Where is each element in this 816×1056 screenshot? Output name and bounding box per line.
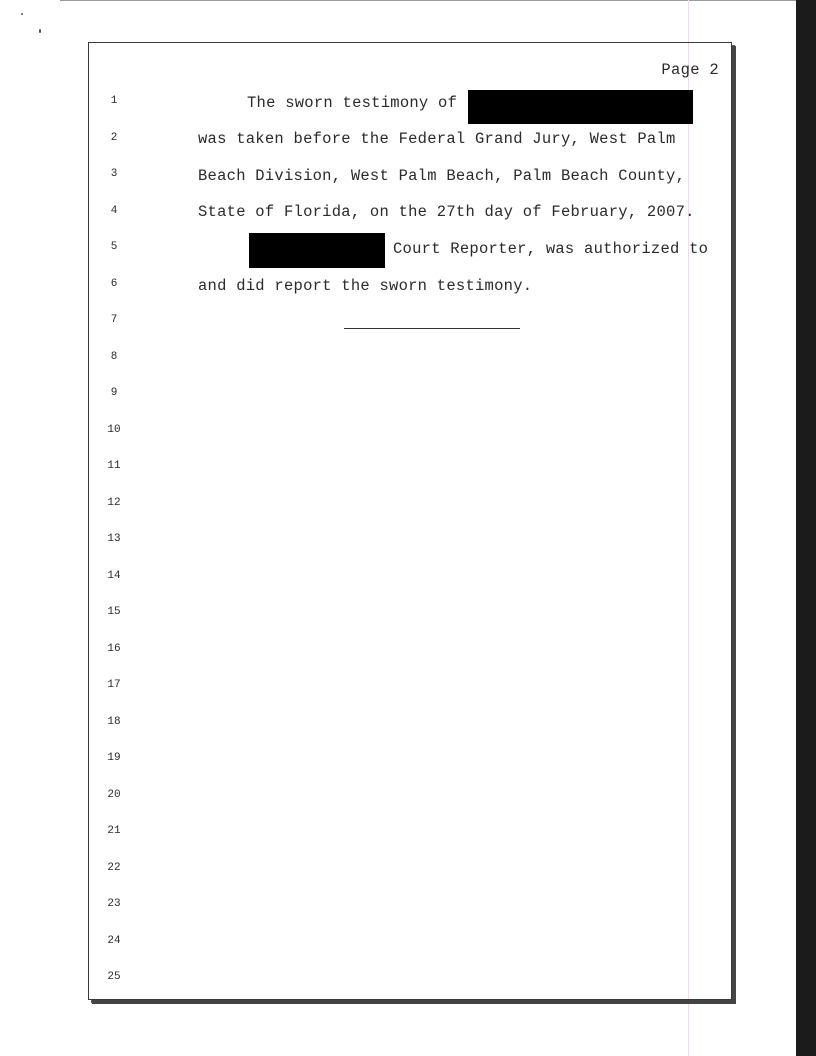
separator-rule [344, 328, 520, 329]
scan-dark-edge [796, 0, 816, 1056]
line-number: 2 [110, 132, 118, 144]
line-number: 19 [107, 752, 121, 764]
page-number: Page 2 [661, 61, 719, 79]
line-number: 23 [107, 898, 121, 910]
line-number: 15 [107, 606, 121, 618]
line-number: 7 [110, 314, 118, 326]
transcript-line-4: State of Florida, on the 27th day of February, 2007. [198, 203, 695, 221]
transcript-line-3: Beach Division, West Palm Beach, Palm Beach County, [198, 167, 686, 185]
line-number: 10 [107, 424, 121, 436]
transcript-line-5: Court Reporter, was authorized to [393, 240, 709, 258]
line-number: 16 [107, 643, 121, 655]
line-number: 5 [110, 241, 118, 253]
line-number: 9 [110, 387, 118, 399]
line-number: 4 [110, 205, 118, 217]
line-number: 1 [110, 95, 118, 107]
transcript-line-1: The sworn testimony of [247, 94, 458, 112]
transcript-line-2: was taken before the Federal Grand Jury, West Palm [198, 130, 676, 148]
scan-top-edge [60, 0, 800, 1]
line-number: 18 [107, 716, 121, 728]
line-number: 8 [110, 351, 118, 363]
redaction-box [468, 90, 693, 124]
redaction-box [249, 233, 385, 268]
line-number: 20 [107, 789, 121, 801]
line-number: 14 [107, 570, 121, 582]
scan-speck [21, 13, 23, 15]
line-number: 17 [107, 679, 121, 691]
line-number: 25 [107, 971, 121, 983]
line-number: 22 [107, 862, 121, 874]
line-number: 24 [107, 935, 121, 947]
line-number: 21 [107, 825, 121, 837]
line-number: 3 [110, 168, 118, 180]
line-number: 11 [107, 460, 121, 472]
line-number: 13 [107, 533, 121, 545]
scan-speck [39, 29, 41, 33]
transcript-line-6: and did report the sworn testimony. [198, 277, 533, 295]
line-number: 6 [110, 278, 118, 290]
transcript-frame [88, 42, 732, 1000]
line-number: 12 [107, 497, 121, 509]
